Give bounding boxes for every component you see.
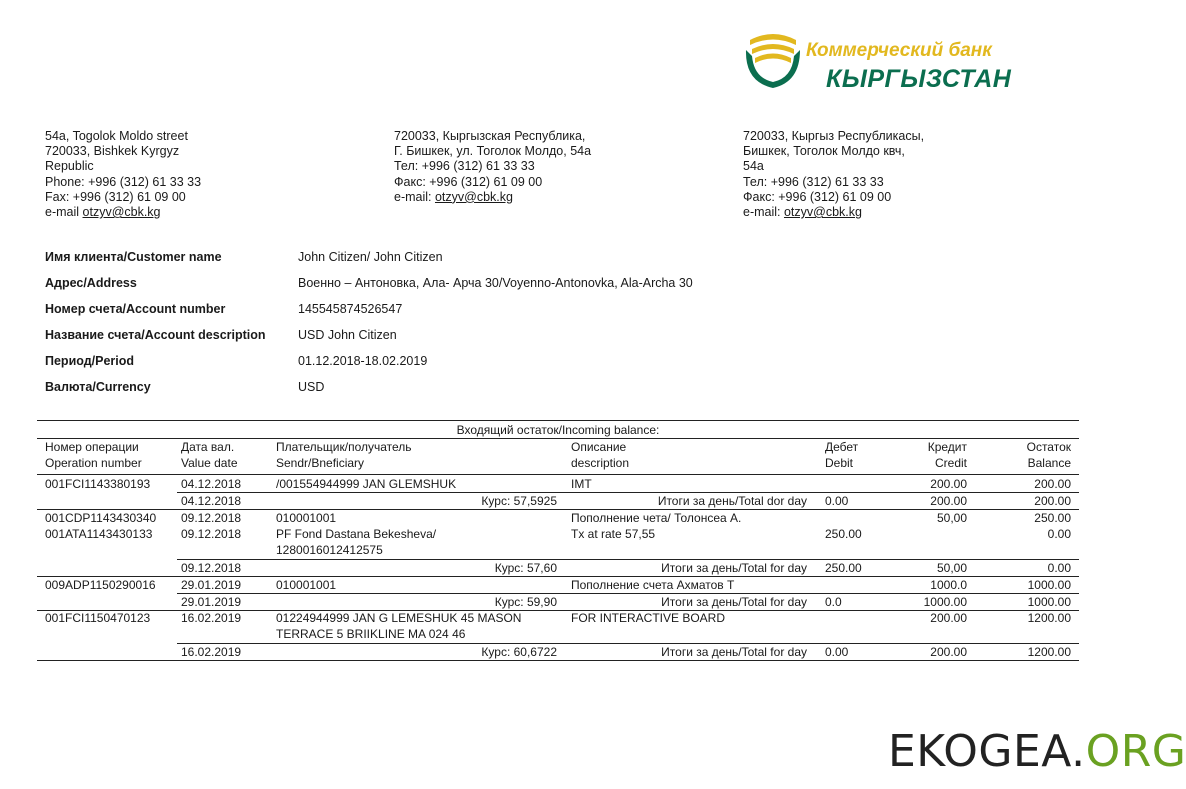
header-credit-en: Credit [934, 456, 967, 470]
exchange-rate: Курс: 59,90 [494, 595, 557, 609]
phone-line: Тел: +996 (312) 61 33 33 [394, 159, 535, 174]
op-number: 001FCI1143380193 [45, 477, 151, 491]
header-date-en: Value date [181, 456, 238, 470]
total-credit: 200.00 [930, 645, 967, 659]
balance: 0.00 [1047, 527, 1071, 541]
balance: 250.00 [1034, 511, 1071, 525]
total-balance: 200.00 [1034, 494, 1071, 508]
address-block-english [45, 129, 201, 220]
address-line: Бишкек, Тоголок Молдо квч, [743, 144, 905, 159]
address-value: Военно – Антоновка, Ала- Арча 30/Voyenno-Antonovka, Ala-Archa 30 [298, 276, 693, 290]
address-line: 720033, Кыргызская Республика, [394, 129, 586, 143]
op-number: 001CDP1143430340 [45, 511, 157, 525]
payer: 01224944999 JAN G LEMESHUK 45 MASON [276, 611, 522, 625]
credit: 50,00 [936, 511, 967, 525]
total-date: 04.12.2018 [181, 494, 242, 508]
value-date: 09.12.2018 [181, 511, 242, 525]
description: Пополнение чета/ Толонсеа А. [571, 511, 742, 525]
total-label: Итоги за день/Total for day [661, 645, 807, 659]
value-date: 04.12.2018 [181, 477, 242, 491]
total-label: Итоги за день/Total dor day [657, 494, 807, 508]
header-credit-ru: Кредит [927, 440, 967, 454]
address-block-russian [394, 129, 591, 205]
op-number: 001ATA1143430133 [45, 527, 153, 541]
balance: 1200.00 [1027, 611, 1071, 625]
credit: 200.00 [930, 477, 967, 491]
header-balance-en: Balance [1027, 456, 1071, 470]
address-block-kyrgyz [743, 129, 924, 220]
incoming-balance: Входящий остаток/Incoming balance: [456, 423, 660, 437]
total-debit: 0.0 [825, 595, 842, 609]
total-balance: 1000.00 [1027, 595, 1071, 609]
watermark [888, 726, 1186, 777]
account-number-label: Номер счета/Account number [45, 302, 226, 316]
bank-logo [744, 30, 1034, 94]
description: Tx at rate 57,55 [571, 527, 656, 541]
op-number: 001FCI1150470123 [45, 611, 151, 625]
logo-text-line1: Коммерческий банк [806, 40, 992, 61]
total-date: 16.02.2019 [181, 645, 242, 659]
address-line: 54а [743, 159, 764, 174]
watermark-part1: EKOGEA. [888, 726, 1086, 777]
payer-account: 1280016012412575 [276, 543, 383, 557]
payer: 010001001 [276, 511, 337, 525]
header-op-ru: Номер операции [45, 440, 139, 454]
customer-name-value: John Citizen/ John Citizen [298, 250, 443, 264]
header-date-ru: Дата вал. [181, 440, 235, 454]
credit: 200.00 [930, 611, 967, 625]
total-date: 29.01.2019 [181, 595, 242, 609]
balance: 200.00 [1034, 477, 1071, 491]
address-line: 720033, Bishkek Kyrgyz [45, 144, 180, 159]
exchange-rate: Курс: 57,60 [494, 561, 557, 575]
payer: 010001001 [276, 578, 337, 592]
total-credit: 200.00 [930, 494, 967, 508]
debit: 250.00 [825, 527, 862, 541]
header-debit-ru: Дебет [825, 440, 859, 454]
period-value: 01.12.2018-18.02.2019 [298, 354, 428, 368]
total-debit: 0.00 [825, 645, 849, 659]
total-credit: 1000.00 [923, 595, 967, 609]
fax-line: Факс: +996 (312) 61 09 00 [743, 189, 892, 204]
currency-value: USD [298, 380, 325, 394]
currency-label: Валюта/Currency [45, 380, 151, 394]
description: FOR INTERACTIVE BOARD [571, 611, 726, 625]
value-date: 09.12.2018 [181, 527, 242, 541]
email-link[interactable]: otzyv@cbk.kg [82, 205, 161, 220]
watermark-part2: ORG [1085, 726, 1186, 777]
address-line: Republic [45, 159, 94, 174]
description: IMT [571, 477, 592, 491]
exchange-rate: Курс: 57,5925 [481, 494, 557, 508]
period-label: Период/Period [45, 354, 135, 368]
header-desc-en: description [571, 456, 630, 470]
header-payer-ru: Плательщик/получатель [276, 440, 412, 454]
value-date: 16.02.2019 [181, 611, 242, 625]
email-prefix: e-mail [45, 205, 83, 220]
email-link[interactable]: otzyv@cbk.kg [434, 189, 513, 204]
header-desc-ru: Описание [571, 440, 627, 454]
table-rule [37, 420, 1079, 421]
exchange-rate: Курс: 60,6722 [481, 645, 557, 659]
account-description-value: USD John Citizen [298, 328, 397, 342]
address-label: Адрес/Address [45, 276, 137, 290]
total-credit: 50,00 [936, 561, 967, 575]
email-line [45, 205, 201, 220]
credit: 1000.0 [930, 578, 967, 592]
email-line [743, 205, 924, 220]
payer: /001554944999 JAN GLEMSHUK [276, 477, 457, 491]
total-date: 09.12.2018 [181, 561, 242, 575]
fax-line: Факс: +996 (312) 61 09 00 [394, 174, 543, 189]
address-line: Г. Бишкек, ул. Тоголок Молдо, 54а [394, 144, 592, 159]
customer-name-label: Имя клиента/Customer name [45, 250, 222, 264]
total-label: Итоги за день/Total for day [661, 561, 807, 575]
email-prefix: e-mail: [743, 205, 784, 220]
email-line [394, 190, 591, 205]
table-rule [37, 660, 1079, 661]
payer: PF Fond Dastana Bekesheva/ [276, 527, 437, 541]
account-number-value: 145545874526547 [298, 302, 403, 316]
header-payer-en: Sendr/Bneficiary [276, 456, 365, 470]
phone-line: Тел: +996 (312) 61 33 33 [743, 174, 884, 189]
total-balance: 1200.00 [1027, 645, 1071, 659]
total-debit: 0.00 [825, 494, 849, 508]
logo-text-line2: КЫРГЫЗСТАН [826, 65, 1012, 93]
description: Пополнение счета Ахматов Т [571, 578, 735, 592]
table-rule [37, 474, 1079, 475]
bank-emblem-icon [744, 30, 802, 90]
header-balance-ru: Остаток [1026, 440, 1071, 454]
fax-line: Fax: +996 (312) 61 09 00 [45, 189, 186, 204]
email-link[interactable]: otzyv@cbk.kg [783, 205, 862, 220]
total-debit: 250.00 [825, 561, 862, 575]
header-op-en: Operation number [45, 456, 142, 470]
total-label: Итоги за день/Total for day [661, 595, 807, 609]
total-balance: 0.00 [1047, 561, 1071, 575]
address-line: 720033, Кыргыз Республикасы, [743, 129, 925, 143]
account-description-label: Название счета/Account description [45, 328, 266, 342]
email-prefix: e-mail: [394, 189, 435, 204]
address-line: 54a, Togolok Moldo street [45, 129, 188, 143]
op-number: 009ADP1150290016 [45, 578, 156, 592]
value-date: 29.01.2019 [181, 578, 242, 592]
header-debit-en: Debit [825, 456, 854, 470]
balance: 1000.00 [1027, 578, 1071, 592]
phone-line: Phone: +996 (312) 61 33 33 [45, 174, 202, 189]
payer-address: TERRACE 5 BRIIKLINE MA 024 46 [276, 627, 466, 641]
